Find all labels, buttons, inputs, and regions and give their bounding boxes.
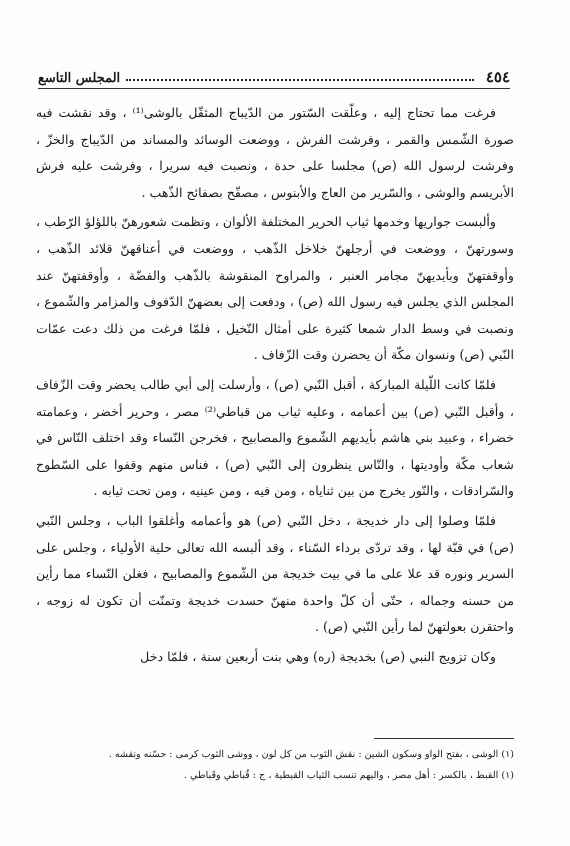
footnotes <box>40 744 514 786</box>
main-text <box>36 100 514 670</box>
running-header <box>38 64 510 86</box>
paragraph: فرغت مما تحتاج إليه ، وعلّقت السّتور من الدّيباج المثقّل بالوشى⁽¹⁾ ، وقد نقشت فيه صورة الشّمس والقمر ، وفرشت الفرش ، ووضعت الوسائد والمساند من الدّيباج والخزّ ، وفرشت لرسول الله (ص) مجلسا على حدة ، ونصبت فيه سريرا ، وفرشت عليه فرش الأبريسم والوشى ، والسّرير من العاج والأبنوس ، مصفّح بصفائح الذّهب . <box>36 105 514 200</box>
chapter-title: المجلس التاسع <box>38 71 121 86</box>
footnote: (١) القبط ، بالكسر : أهل مصر ، واليهم تنسب الثياب القبطية ، ج : قُباطي وقَباطي . <box>183 770 514 781</box>
paragraph: وكان تزويج النبي (ص) بخديجة (ره) وهي بنت أربعين سنة ، فلمّا دخل <box>140 648 496 664</box>
header-dot-leader <box>126 79 474 81</box>
footnote: (١) الوشى ، بفتح الواو وسكون الشين : نقش الثوب من كل لون ، ووشى الثوب كرمى : حسّنه ونقشه . <box>108 749 514 760</box>
paragraph: فلمّا وصلوا إلى دار خديجة ، دخل النّبي (ص) هو وأعمامه وأغلقوا الباب ، وجلس النّبي (ص) في قبّة لها ، وقد تردّى برداء السّناء ، وقد ألبسه الله تعالى حلية الأولياء ، وجلس على السرير ونوره قد علا على ما في بيت خديجة من الشّموع والمصابيح ، فغلن النّساء مما رأين من حسنه وجماله ، حتّى أن كلّ واحدة منهنّ حسدت خديجة وتمنّت أن تكون له زوجه ، واحتقرن بعولتهنّ لما رأين النّبي (ص) . <box>36 512 514 635</box>
header-divider <box>38 88 510 89</box>
paragraph: وألبست جواريها وخدمها ثياب الحرير المختلفة الألوان ، ونظمت شعورهنّ باللؤلؤ الرّطب ، وسورتهنّ ، ووضعت في أرجلهنّ خلاخل الذّهب ، ووضعت في أعناقهنّ قلائد الذّهب ، وأوقفتهنّ وبأيديهنّ مجامر العنبر ، والمراوح المنقوشة بالذّهب والفضّة ، وأوقفتهنّ عند المجلس الذي يجلس فيه رسول الله (ص) ، ودفعت إلى بعضهنّ الدّفوف والمزامر والشّموع ، ونصبت في وسط الدار شمعا كثيرة على أمثال النّخيل ، فلمّا فرغت من ذلك دعت عمّات النّبي (ص) ونسوان مكّة أن يحضرن وقت الزّفاف . <box>36 214 514 363</box>
paragraph: فلمّا كانت اللّيلة المباركة ، أقبل النّبي (ص) ، وأرسلت إلى أبي طالب يحضر وقت الزّفاف ، وأقبل النّبي (ص) بين أعمامه ، وعليه ثياب من قباطي⁽²⁾ مصر ، وحرير أخضر ، وعمامته خضراء ، وعبيد بني هاشم بأيديهم الشّموع والمصابيح ، فخرجن النّساء وقد اختلف النّاس في شعاب مكّة وأوديتها ، والنّاس ينظرون إلى النّبي (ص) ، فناس منهم وقفوا على السّطوح والسّرادقات ، والنّور يخرج من بين ثناياه ، ومن فيه ، ومن عينيه ، ومن تحت ثيابه . <box>36 376 515 499</box>
page-number: ٤٥٤ <box>485 68 510 86</box>
footnote-divider <box>374 738 514 739</box>
